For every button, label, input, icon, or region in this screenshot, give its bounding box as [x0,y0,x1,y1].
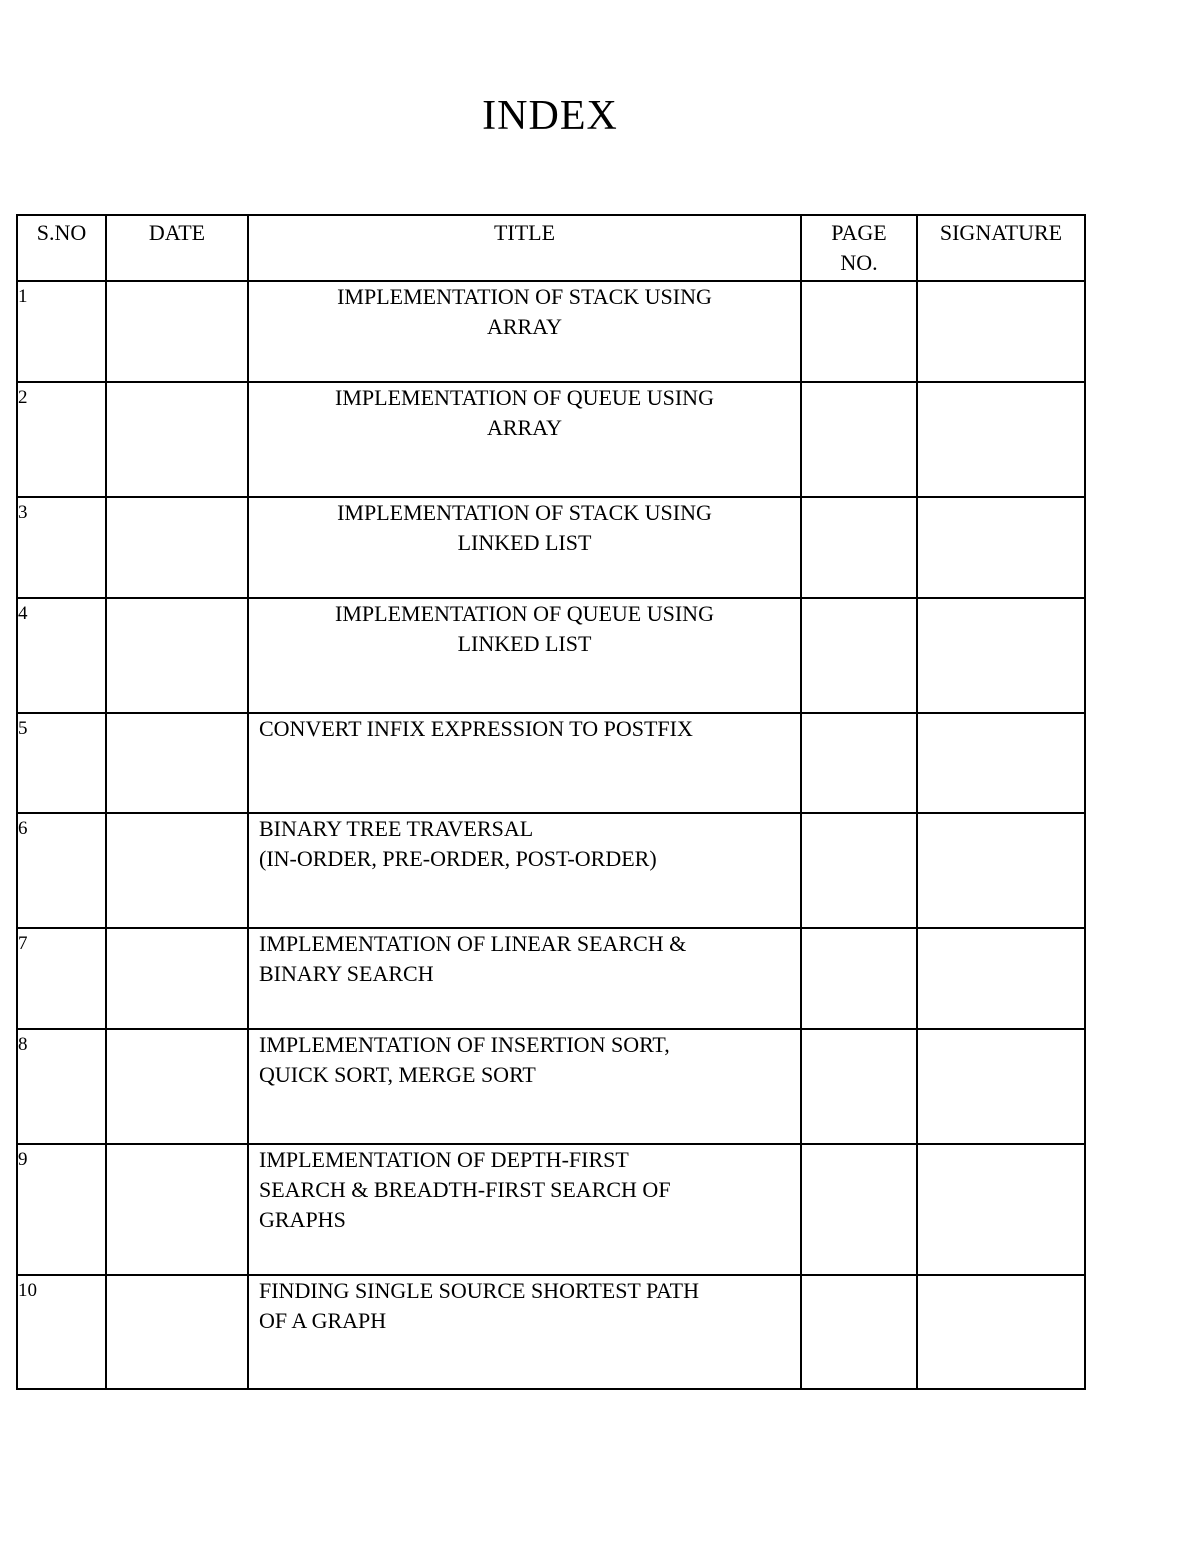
row-date [106,497,248,598]
row-title [248,281,801,382]
row-date [106,713,248,813]
row-date [106,281,248,382]
table-row [17,497,1085,598]
row-signature [917,1275,1085,1389]
row-title-line2: LINKED LIST [457,530,592,555]
row-sno: 4 [17,598,106,713]
row-title-line1: IMPLEMENTATION OF STACK USING [337,284,712,309]
row-page-no [801,1029,917,1144]
row-title [248,1144,801,1275]
row-page-no [801,497,917,598]
row-signature [917,1144,1085,1275]
table-row [17,1275,1085,1389]
row-date [106,598,248,713]
row-title-line2: BINARY SEARCH [259,961,434,986]
row-title [248,1275,801,1389]
row-page-no [801,382,917,497]
row-title-line1: FINDING SINGLE SOURCE SHORTEST PATH [259,1278,699,1303]
row-date [106,1144,248,1275]
table-row [17,713,1085,813]
row-signature [917,281,1085,382]
row-page-no [801,598,917,713]
row-sno: 5 [17,713,106,813]
row-title [248,1029,801,1144]
row-sno: 9 [17,1144,106,1275]
row-title-line2: ARRAY [487,415,562,440]
row-title-line1: IMPLEMENTATION OF DEPTH-FIRST [259,1147,629,1172]
header-row [17,215,1085,281]
row-title [248,598,801,713]
row-signature [917,813,1085,928]
row-title-line2: (IN-ORDER, PRE-ORDER, POST-ORDER) [259,846,657,871]
table-row [17,598,1085,713]
row-sno: 6 [17,813,106,928]
row-title-line1: IMPLEMENTATION OF INSERTION SORT, [259,1032,670,1057]
row-title [248,813,801,928]
header-sno: S.NO [17,215,106,281]
row-page-no [801,928,917,1029]
row-title [248,713,801,813]
header-page-line1: PAGE [831,220,887,245]
row-signature [917,713,1085,813]
row-title-line2: ARRAY [487,314,562,339]
row-title-line1: IMPLEMENTATION OF QUEUE USING [335,385,714,410]
row-title-line2: LINKED LIST [457,631,592,656]
row-signature [917,382,1085,497]
row-sno: 3 [17,497,106,598]
table-row [17,1144,1085,1275]
row-title-line3: GRAPHS [259,1207,346,1232]
row-signature [917,928,1085,1029]
row-date [106,382,248,497]
row-date [106,813,248,928]
row-title-line1: IMPLEMENTATION OF STACK USING [337,500,712,525]
row-signature [917,497,1085,598]
row-date [106,928,248,1029]
row-sno: 1 [17,281,106,382]
row-title [248,497,801,598]
row-title [248,928,801,1029]
row-sno: 8 [17,1029,106,1144]
row-page-no [801,713,917,813]
page-title: INDEX [482,93,618,139]
row-title-line2: QUICK SORT, MERGE SORT [259,1062,536,1087]
row-page-no [801,1275,917,1389]
header-title: TITLE [248,215,801,281]
row-title-line1: IMPLEMENTATION OF QUEUE USING [335,601,714,626]
row-signature [917,1029,1085,1144]
row-title-line1: BINARY TREE TRAVERSAL [259,816,534,841]
table-row [17,281,1085,382]
header-page-line2: NO. [840,250,878,275]
row-page-no [801,813,917,928]
row-date [106,1275,248,1389]
table-row [17,813,1085,928]
row-title-line1: CONVERT INFIX EXPRESSION TO POSTFIX [259,716,693,741]
row-sno: 7 [17,928,106,1029]
row-title [248,382,801,497]
row-signature [917,598,1085,713]
header-date: DATE [106,215,248,281]
table-row [17,382,1085,497]
header-page-no [801,215,917,281]
row-page-no [801,281,917,382]
row-title-line2: SEARCH & BREADTH-FIRST SEARCH OF [259,1177,671,1202]
table-row [17,1029,1085,1144]
row-title-line2: OF A GRAPH [259,1308,387,1333]
row-sno: 2 [17,382,106,497]
row-date [106,1029,248,1144]
table-row [17,928,1085,1029]
row-title-line1: IMPLEMENTATION OF LINEAR SEARCH & [259,931,687,956]
row-page-no [801,1144,917,1275]
header-signature: SIGNATURE [917,215,1085,281]
row-sno: 10 [17,1275,106,1389]
index-table [16,214,1086,1390]
